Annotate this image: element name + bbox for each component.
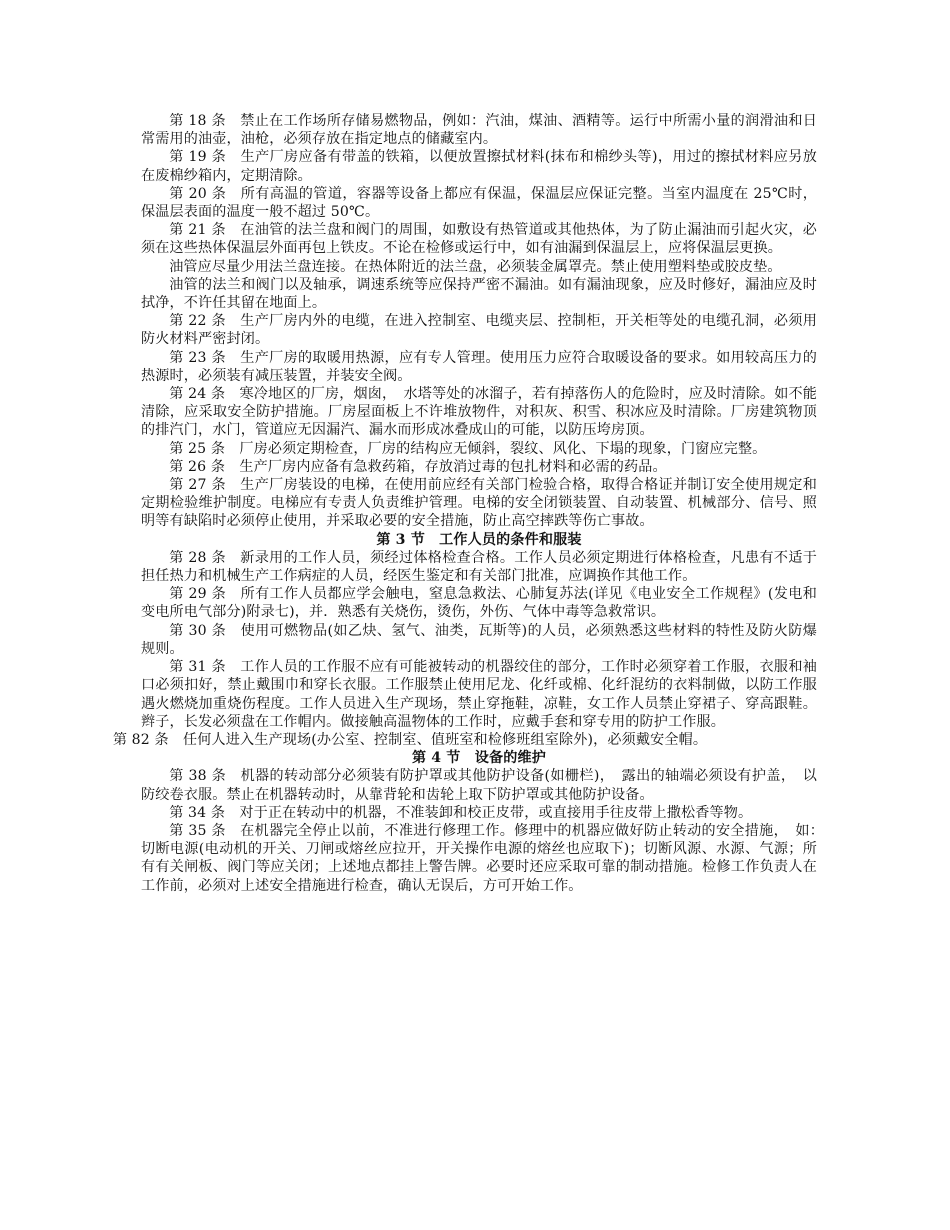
paragraph-article-23: 第 23 条 生产厂房的取暖用热源，应有专人管理。使用压力应符合取暖设备的要求。如用较高压力的热源时，必须装有减压装置，并装安全阀。 (141, 349, 817, 384)
paragraph-article-19: 第 19 条 生产厂房应备有带盖的铁箱，以便放置擦拭材料(抹布和棉纱头等)，用过的擦拭材料应另放在废棉纱箱内，定期清除。 (141, 149, 817, 184)
paragraph-article-26: 第 26 条 生产厂房内应备有急救药箱，存放消过毒的包扎材料和必需的药品。 (169, 458, 667, 475)
paragraph-article-25: 第 25 条 厂房必须定期检查，厂房的结构应无倾斜，裂纹、风化、下塌的现象，门窗应完整。 (169, 440, 767, 457)
document-body (112, 112, 832, 895)
paragraph-article-34: 第 34 条 对于正在转动中的机器，不准装卸和校正皮带，或直接用手往皮带上撒松香等物。 (169, 804, 753, 821)
paragraph-oil-pipe-leak: 油管的法兰和阀门以及轴承，调速系统等应保持严密不漏油。如有漏油现象，应及时修好，漏油应及时拭净，不许任其留在地面上。 (141, 276, 817, 312)
paragraph-oil-pipe-flange: 油管应尽量少用法兰盘连接。在热体附近的法兰盘，必须装金属罩壳。禁止使用塑料垫或胶皮垫。 (169, 258, 782, 275)
paragraph-article-82: 第 82 条 任何人进入生产现场(办公室、控制室、值班室和检修班组室除外)，必须戴安全帽。 (112, 731, 708, 748)
section-3-heading: 第 3 节 工作人员的条件和服装 (376, 531, 582, 548)
section-4-heading: 第 4 节 设备的维护 (411, 750, 547, 767)
paragraph-article-35: 第 35 条 在机器完全停止以前，不准进行修理工作。修理中的机器应做好防止转动的安全措施， 如： 切断电源(电动机的开关、刀闸或熔丝应拉开，开关操作电源的熔丝也应取下)；切断风源、水源、气源；所有有关闸板、阀门等应关闭；上述地点都挂上警告牌。必要时还应采取可靠的制动措施。检修工作负责人在工作前，必须对上述安全措施进行检查，确认无误后，方可开始工作。 (141, 822, 832, 894)
paragraph-article-30: 第 30 条 使用可燃物品(如乙炔、氢气、油类，瓦斯等)的人员，必须熟悉这些材料的特性及防火防爆规则。 (141, 622, 817, 657)
paragraph-article-29: 第 29 条 所有工作人员都应学会触电，窒息急救法、心肺复苏法(详见《电业安全工作规程》(发电和变电所电气部分)附录七)，并．熟悉有关烧伤，烫伤，外伤、气体中毒等急救常识。 (141, 586, 817, 621)
paragraph-article-24: 第 24 条 寒冷地区的厂房，烟囱， 水塔等处的冰溜子，若有掉落伤人的危险时，应及时清除。如不能清除，应采取安全防护措施。厂房屋面板上不许堆放物件，对积灰、积雪、积冰应及时清除。厂房建筑物顶的排汽门，水门，管道应无因漏汽、漏水而形成冰叠成山的可能，以防压垮房顶。 (141, 386, 817, 439)
paragraph-article-38: 第 38 条 机器的转动部分必须装有防护罩或其他防护设备(如栅栏)， 露出的轴端必须设有护盖， 以防绞卷衣服。禁止在机器转动时，从靠背轮和齿轮上取下防护罩或其他防护设备。 (141, 768, 817, 803)
paragraph-article-31: 第 31 条 工作人员的工作服不应有可能被转动的机器绞住的部分，工作时必须穿着工作服，衣服和袖口必须扣好，禁止戴围巾和穿长衣服。工作服禁止使用尼龙、化纤或棉、化纤混纺的衣料制做，以防工作服遇火燃烧加重烧伤程度。工作人员进入生产现场，禁止穿拖鞋，凉鞋，女工作人员禁止穿裙子、穿高跟鞋。辫子，长发必须盘在工作帽内。做接触高温物体的工作时，应戴手套和穿专用的防护工作服。 (141, 659, 817, 730)
paragraph-article-27: 第 27 条 生产厂房装设的电梯，在使用前应经有关部门检验合格，取得合格证并制订安全使用规定和定期检验维护制度。电梯应有专责人负责维护管理。电梯的安全闭锁装置、自动装置、机械部分、信号、照明等有缺陷时必须停止使用，并采取必要的安全措施，防止高空摔跌等伤亡事故。 (141, 477, 817, 530)
paragraph-article-20: 第 20 条 所有高温的管道，容器等设备上都应有保温，保温层应保证完整。当室内温度在 25℃时，保温层表面的温度一般不超过 50℃。 (141, 185, 817, 221)
paragraph-article-22: 第 22 条 生产厂房内外的电缆，在进入控制室、电缆夹层、控制柜，开关柜等处的电缆孔洞，必须用防火材料严密封闭。 (141, 313, 817, 348)
paragraph-article-18: 第 18 条 禁止在工作场所存储易燃物品，例如：汽油，煤油、酒精等。运行中所需小量的润滑油和日常需用的油壶，油枪，必须存放在指定地点的储藏室内。 (141, 113, 817, 148)
paragraph-article-28: 第 28 条 新录用的工作人员，须经过体格检查合格。工作人员必须定期进行体格检查，凡患有不适于担任热力和机械生产工作病症的人员，经医生鉴定和有关部门批准，应调换作其他工作。 (141, 549, 817, 585)
paragraph-article-21: 第 21 条 在油管的法兰盘和阀门的周围，如敷设有热管道或其他热体，为了防止漏油而引起火灾，必须在这些热体保温层外面再包上铁皮。不论在检修或运行中，如有油漏到保温层上，应将保温层更换。 (141, 222, 817, 257)
